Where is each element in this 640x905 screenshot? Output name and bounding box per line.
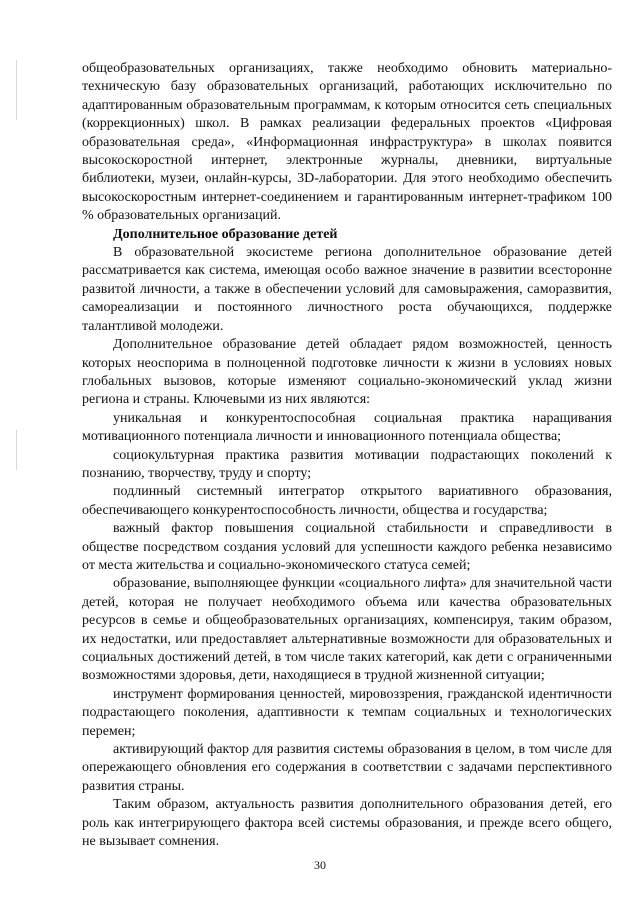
list-item: образование, выполняющее функции «социального лифта» для значительной части детей, которая не получает необходимого объема или качества образовательных ресурсов в семье и общеобразовательных организациях, компенсируя, таким образом, их недостатки, или предоставляет альтернативные возможности для образовательных и социальных достижений детей, в том числе таких категорий, как дети с ограниченными возможностями здоровья, дети, находящиеся в трудной жизненной ситуации; — [82, 576, 612, 684]
scan-edge-mark — [16, 430, 17, 470]
paragraph-continuation: общеобразовательных организациях, также необходимо обновить материально-техническую базу образовательных организаций, работающих исключительно по адаптированным образовательным программам, к которым относится сеть специальных (коррекционных) школ. В рамках реализации федеральных проектов «Цифровая образовательная среда», «Информационная инфраструктура» в школах появится высокоскоростной интернет, электронные журналы, дневники, виртуальные библиотеки, музеи, онлайн-курсы, 3D-лаборатории. Для этого необходимо обеспечить высокоскоростным интернет-соединением и гарантированным интернет-трафиком 100 % образовательных организаций. — [82, 61, 612, 224]
body-text — [82, 60, 612, 851]
scan-edge-mark — [16, 60, 17, 120]
section-heading: Дополнительное образование детей — [113, 226, 338, 242]
paragraph: В образовательной экосистеме региона дополнительное образование детей рассматривается как система, имеющая особо важное значение в развитии всесторонне развитой личности, а также в обеспечении условий для самовыражения, саморазвития, самореализации и постоянного личностного роста обучающихся, поддержке талантливой молодежи. — [82, 245, 612, 334]
paragraph: Дополнительное образование детей обладает рядом возможностей, ценность которых неоспорима в полноценной подготовке личности к жизни в условиях новых глобальных вызовов, которые изменяют социально-экономический уклад жизни региона и страны. Ключевыми из них являются: — [82, 337, 612, 408]
list-item: активирующий фактор для развития системы образования в целом, в том числе для опережающего обновления его содержания в соответствии с задачами перспективного развития страны. — [82, 742, 612, 794]
paragraph: Таким образом, актуальность развития дополнительного образования детей, его роль как интегрирующего фактора всей системы образования, и прежде всего общего, не вызывает сомнения. — [82, 797, 612, 850]
list-item: социокультурная практика развития мотивации подрастающих поколений к познанию, творчеству, труду и спорту; — [82, 447, 612, 481]
list-item: подлинный системный интегратор открытого вариативного образования, обеспечивающего конкурентоспособность личности, общества и государства; — [82, 484, 612, 518]
page-number: 30 — [314, 858, 326, 872]
list-item: инструмент формирования ценностей, мировоззрения, гражданской идентичности подрастающего поколения, адаптивности к темпам социальных и технологических перемен; — [82, 686, 612, 739]
list-item: важный фактор повышения социальной стабильности и справедливости в обществе посредством создания условий для успешности каждого ребенка независимо от места жительства и социально-экономического статуса семей; — [82, 521, 612, 573]
list-item: уникальная и конкурентоспособная социальная практика наращивания мотивационного потенциала личности и инновационного потенциала общества; — [82, 410, 612, 445]
